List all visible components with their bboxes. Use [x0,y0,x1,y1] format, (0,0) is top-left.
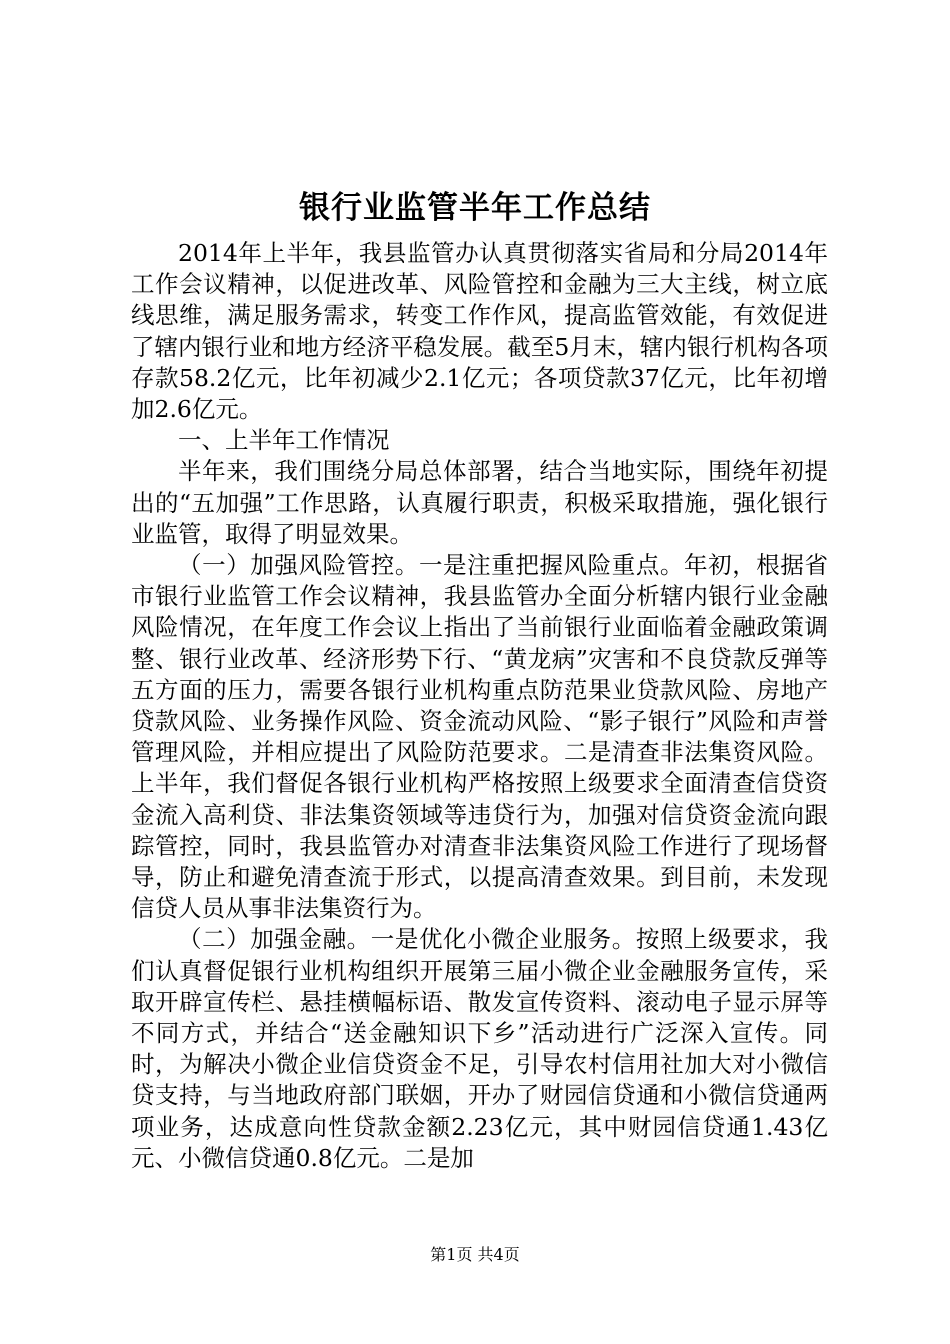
page-footer: 第1页 共4页 [430,1245,520,1264]
paragraph-risk-control: （一）加强风险管控。一是注重把握风险重点。年初，根据省市银行业监管工作会议精神，我县监管办全面分析辖内银行业金融风险情况，在年度工作会议上指出了当前银行业面临着金融政策调整、银行业改革、经济形势下行、“黄龙病”灾害和不良贷款反弹等五方面的压力，需要各银行业机构重点防范果业贷款风险、房地产贷款风险、业务操作风险、资金流动风险、“影子银行”风险和声誉管理风险，并相应提出了风险防范要求。二是清查非法集资风险。上半年，我们督促各银行业机构严格按照上级要求全面清查信贷资金流入高利贷、非法集资领域等违贷行为，加强对信贷资金流向跟踪管控，同时，我县监管办对清查非法集资风险工作进行了现场督导，防止和避免清查流于形式，以提高清查效果。到目前，未发现信贷人员从事非法集资行为。 [131,551,828,923]
paragraph-section-heading: 一、上半年工作情况 [178,426,390,455]
document-title: 银行业监管半年工作总结 [299,190,651,226]
document-body [131,238,828,1174]
paragraph-intro: 2014年上半年，我县监管办认真贯彻落实省局和分局2014年工作会议精神，以促进改革、风险管控和金融为三大主线，树立底线思维，满足服务需求，转变工作作风，提高监管效能，有效促进了辖内银行业和地方经济平稳发展。截至5月末，辖内银行机构各项存款58.2亿元，比年初减少2.1亿元；各项贷款37亿元，比年初增加2.6亿元。 [131,239,828,424]
paragraph-finance: （二）加强金融。一是优化小微企业服务。按照上级要求，我们认真督促银行业机构组织开展第三届小微企业金融服务宣传，采取开辟宣传栏、悬挂横幅标语、散发宣传资料、滚动电子显示屏等不同方式，并结合“送金融知识下乡”活动进行广泛深入宣传。同时，为解决小微企业信贷资金不足，引导农村信用社加大对小微信贷支持，与当地政府部门联姻，开办了财园信贷通和小微信贷通两项业务，达成意向性贷款金额2.23亿元，其中财园信贷通1.43亿元、小微信贷通0.8亿元。二是加 [131,925,828,1172]
paragraph-overview: 半年来，我们围绕分局总体部署，结合当地实际，围绕年初提出的“五加强”工作思路，认真履行职责，积极采取措施，强化银行业监管，取得了明显效果。 [131,457,828,548]
